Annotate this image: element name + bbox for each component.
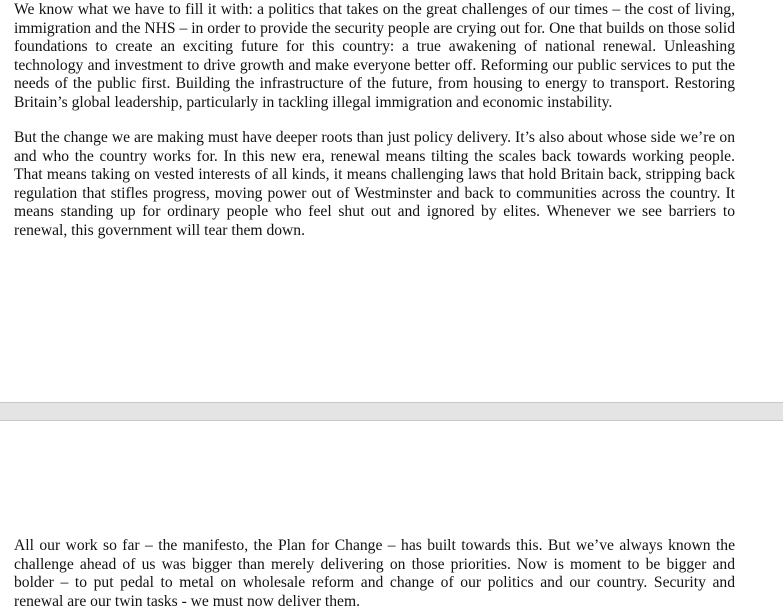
document-page-2 — [0, 421, 783, 615]
paragraph-deeper-roots: But the change we are making must have deeper roots than just policy delivery. It’s also about whose side we’re on and who the country works for. In this new era, renewal means tilting the scales back towards working people. That means taking on vested interests of all kinds, it means challenging laws that hold Britain back, stripping back regulation that stifles progress, moving power out of Westminster and back to communities across the country. It means standing up for ordinary people who feel shut out and ignored by elites. Whenever we see barriers to renewal, this government will tear them down. — [14, 129, 735, 239]
paragraph-politics-challenges: We know what we have to fill it with: a politics that takes on the great challenges of our times – the cost of living, immigration and the NHS – in order to provide the security people are crying out for. One that builds on those solid foundations to create an exciting future for this country: a true awakening of national renewal. Unleashing technology and investment to drive growth and make everyone better off. Reforming our public services to put the needs of the public first. Building the infrastructure of the future, from housing to energy to transport. Restoring Britain’s global leadership, particularly in tackling illegal immigration and economic instability. — [14, 1, 735, 111]
page-break-separator — [0, 402, 783, 421]
paragraph-work-so-far: All our work so far – the manifesto, the Plan for Change – has built towards this. But we’ve always known the challenge ahead of us was bigger than merely delivering on those priorities. Now is moment to be bigger and bolder – to put pedal to metal on wholesale reform and change of our politics and our country. Security and renewal are our twin tasks - we must now deliver them. — [14, 537, 735, 610]
